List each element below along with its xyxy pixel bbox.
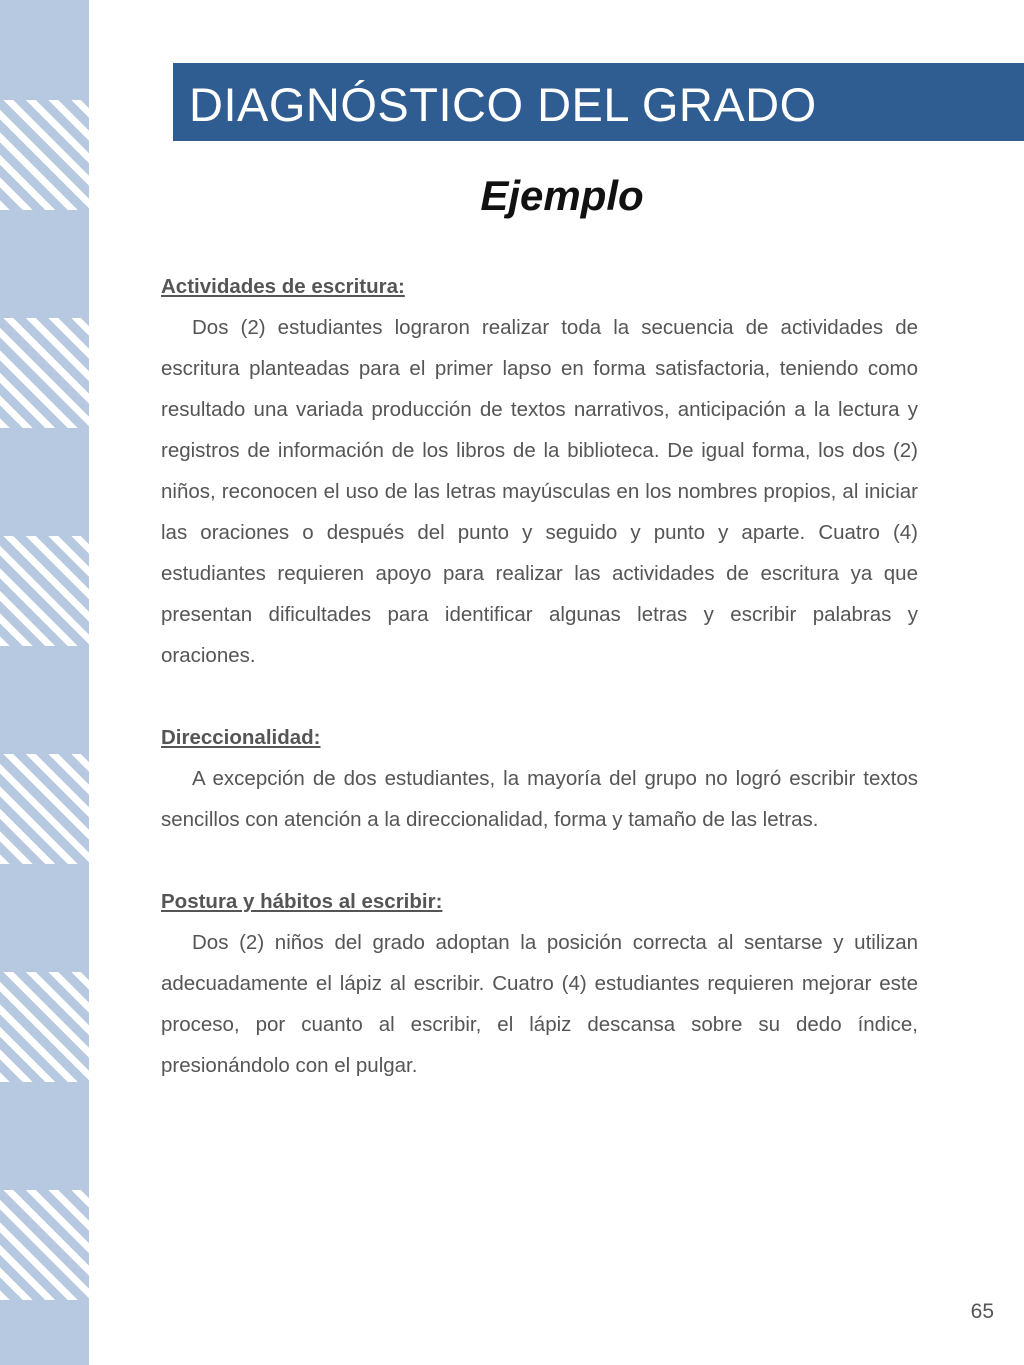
stripe-band bbox=[0, 754, 89, 864]
section-paragraph: A excepción de dos estudiantes, la mayoría del grupo no logró escribir textos sencillos con atención a la direccionalidad, forma y tamaño de las letras. bbox=[161, 767, 918, 831]
section-spacer bbox=[161, 840, 918, 881]
document-body bbox=[161, 266, 918, 1086]
stripe-band bbox=[0, 972, 89, 1082]
section-heading: Actividades de escritura: bbox=[161, 275, 405, 298]
stripe-band bbox=[0, 318, 89, 428]
section-heading: Postura y hábitos al escribir: bbox=[161, 890, 443, 913]
section-spacer bbox=[161, 676, 918, 717]
section-writing-activities bbox=[161, 266, 918, 676]
page-title: DIAGNÓSTICO DEL GRADO bbox=[189, 78, 817, 131]
page-number: 65 bbox=[970, 1300, 994, 1323]
title-bar bbox=[173, 63, 1024, 141]
stripe-band bbox=[0, 1190, 89, 1300]
section-directionality bbox=[161, 717, 918, 840]
section-paragraph: Dos (2) estudiantes lograron realizar toda la secuencia de actividades de escritura planteadas para el primer lapso en forma satisfactoria, teniendo como resultado una variada producción de textos narrativos, anticipación a la lectura y registros de información de los libros de la biblioteca. De igual forma, los dos (2) niños, reconocen el uso de las letras mayúsculas en los nombres propios, al iniciar las oraciones o después del punto y seguido y punto y aparte. Cuatro (4) estudiantes requieren apoyo para realizar las actividades de escritura ya que presentan dificultades para identificar algunas letras y escribir palabras y oraciones. bbox=[161, 316, 918, 667]
section-paragraph: Dos (2) niños del grado adoptan la posición correcta al sentarse y utilizan adecuadamente el lápiz al escribir. Cuatro (4) estudiantes requieren mejorar este proceso, por cuanto al escribir, el lápiz descansa sobre su dedo índice, presionándolo con el pulgar. bbox=[161, 931, 918, 1077]
section-heading: Direccionalidad: bbox=[161, 726, 321, 749]
stripe-band bbox=[0, 536, 89, 646]
page-subtitle: Ejemplo bbox=[480, 172, 644, 219]
section-posture-habits bbox=[161, 881, 918, 1086]
